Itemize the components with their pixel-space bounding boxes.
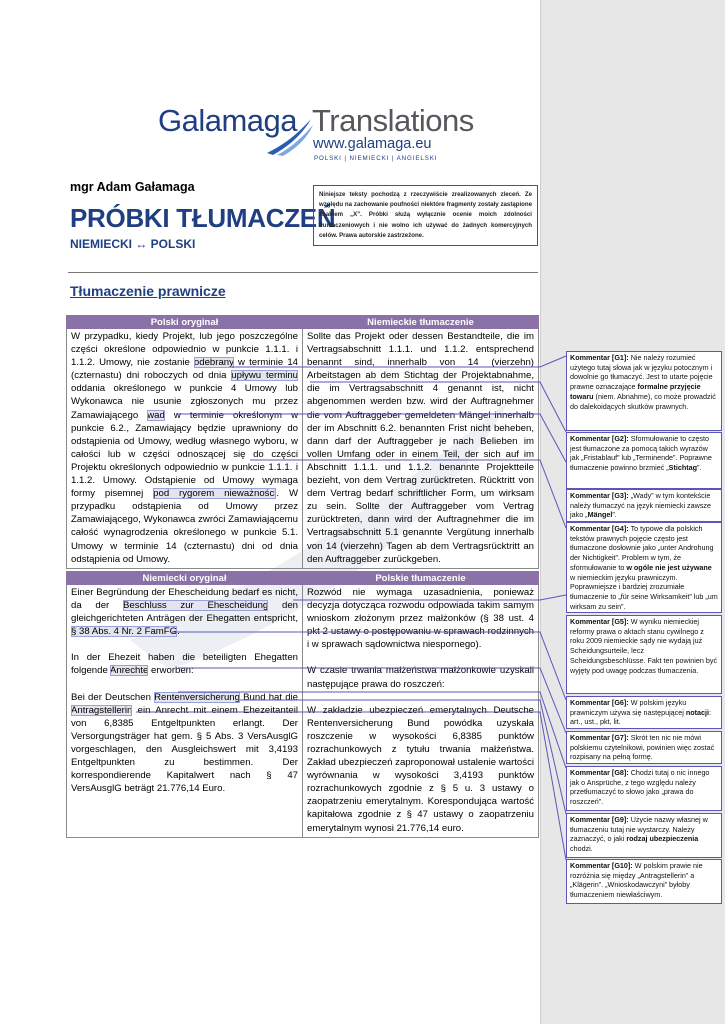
comment-g7[interactable]: Kommentar [G7]: Skrót ten nic nie mówi polskiemu czytelnikowi, powinien więc zostać rozpisany na pełną formę. [566,731,722,764]
highlight-anrechte[interactable]: Anrechte [109,665,149,677]
paragraph: Einer Begründung der Ehescheidung bedarf es nicht, da der Beschluss zur Ehescheidung den gleichgerichteten Anträgen der Ehegatten entspricht, § 38 Abs. 4 Nr. 2 FamFG. [71,587,298,638]
page-title: PRÓBKI TŁUMACZEŃ [70,203,336,233]
comment-g4[interactable]: Kommentar [G4]: To typowe dla polskich tekstów prawnych pojęcie często jest tłumaczone dosłownie jako „unter Androhung der Nichtigkeit”. Problem w tym, że sformułowanie to w ogóle nie jest używane w niemieckim języku prawniczym. Poprawniejsze i bardziej zrozumiałe tłumaczenie to „für seine Wirksamkeit” lub „um wirksam zu sein”. [566,522,722,613]
logo-brand: Galamaga [158,103,298,138]
german-original-text [67,585,303,838]
polish-translation-text [303,585,539,838]
highlight-famfg[interactable]: § 38 Abs. 4 Nr. 2 FamFG [71,626,178,638]
highlight-antragstellerin[interactable]: Antragstellerin [71,704,133,716]
paragraph: Bei der Deutschen Rentenversicherung Bund hat die Antragstellerin ein Anrecht mit einem Ehezeitanteil von 6,8385 Entgeltpunkten erlangt. Der Versorgungsträger hat gem. § 5 Abs. 3 VersAusglG vorgeschlagen, den Ausgleichswert mit 3,4193 Entgeltpunkten zu bestimmen. Der korrespondierende Kapitalwert nach § 47 VersAusglG beträgt 21.776,14 Euro. [71,691,299,795]
highlight-odebrany[interactable]: odebrany [193,357,234,369]
logo-url: www.galamaga.eu [313,136,432,152]
comment-g9[interactable]: Kommentar [G9]: Użycie nazwy własnej w tłumaczeniu tutaj nie wystarczy. Należy zaznaczyć, o jaki rodzaj ubezpieczenia chodzi. [566,813,722,858]
logo-product: Translations [312,103,474,138]
highlight-pod-rygorem[interactable]: pod rygorem nieważności [153,488,277,500]
polish-original-text: W przypadku, kiedy Projekt, lub jego poszczególne części określone odpowiednio w punkcie 1.1.1. i 1.1.2. Umowy, nie zostanie odebrany w terminie 14 (czternastu) dni roboczych od dnia upływu terminu oddania określonego w punkcie 4 Umowy lub Wykonawca nie usunie zgłoszonych mu przez Zamawiającego wad w terminie określonym w punkcie 6.2., Zamawiający będzie uprawniony do odstąpienia od Umowy, według własnego wyboru, w całości lub w części odnoszącej się do części Projektu określonych odpowiednio w punkcie 1.1.1. i 1.1.2. Umowy. Odstąpienie od Umowy wymaga formy pisemnej pod rygorem nieważności. W przypadku odstąpienia od Umowy przez Zamawiającego, Wykonawca zwróci Zamawiającemu całość wynagrodzenia określonego w punkcie 5.1. Umowy w terminie 14 (czternastu) dni od dnia odstąpienia od Umowy. [67,329,303,569]
comment-g10[interactable]: Kommentar [G10]: W polskim prawie nie rozróżnia się między „Antragstellerin” a „Klägerin”. „Wnioskodawczyni” byłoby tłumaczeniem niewłaściwym. [566,859,722,904]
comment-g3[interactable]: Kommentar [G3]: „Wady” w tym kontekście należy tłumaczyć na język niemiecki zawsze jako „Mängel”. [566,489,722,522]
paragraph: In der Ehezeit haben die beteiligten Ehegatten folgende Anrechte erworben: [71,652,298,677]
page-subtitle: NIEMIECKI ↔ POLSKI [70,237,196,251]
legal-translation-table [66,315,539,569]
copyright-notice: Niniejsze teksty pochodzą z rzeczywiście zrealizowanych zleceń. Ze względu na zachowanie poufności niektóre fragmenty zostały zastąpione znakiem „X”. Próbki służą wyłącznie ocenie moich zdolności tłumaczeniowych i nie wolno ich używać do żadnych komercyjnych celów. Prawa autorskie zastrzeżone. [313,185,538,246]
comment-g5[interactable]: Kommentar [G5]: W wyniku niemieckiej reformy prawa o aktach stanu cywilnego z roku 2009 niemieckie sądy nie wydają już Scheidungsurteile, lecz Scheidungsbeschlüsse. Fakt ten powinien być wyjęty pod uwagę podczas tłumaczenia. [566,615,722,694]
section-title: Tłumaczenie prawnicze [70,283,226,299]
comment-g6[interactable]: Kommentar [G6]: W polskim języku prawniczym używa się następującej notacji: art., ust., pkt, lit. [566,696,722,729]
legal-translation-table-2 [66,571,539,838]
column-header-german-translation: Niemieckie tłumaczenie [303,316,539,329]
divider [68,272,538,273]
column-header-polish-original: Polski oryginał [67,316,303,329]
highlight-uplywu-terminu[interactable]: upływu terminu [231,370,298,382]
paragraph: W zakładzie ubezpieczeń emerytalnych Deutsche Rentenversicherung Bund powódka uzyskała roszczenie w wysokości 6,8385 punktów rozrachunkowych z tytułu trwania małżeństwa. Zakład ubezpieczeń zaproponował ustalenie wartości wyrównania w wysokości 3,4193 punktów rozrachunkowych zgodnie z § 5 u. 3 ustawy o zaopatrzeniu emerytalnym. Korespondująca wartość kapitałowa zgodnie z § 47 ustawy o zaopatrzeniu emerytalnym wynosi 21.776,14 euro. [307,704,534,834]
comment-g8[interactable]: Kommentar [G8]: Chodzi tutaj o nic innego jak o Ansprüche, z tego względu należy przetłumaczyć to słowo jako „prawa do roszczeń”. [566,766,722,811]
comment-g1[interactable]: Kommentar [G1]: Nie należy rozumieć użytego tutaj słowa jak w języku potocznym i dowolnie go tłumaczyć. Jest to utarte pojęcie prawne oznaczające formalne przyjęcie towaru (niem. Abnahme), co może prowadzić do dalekoidących skutków prawnych. [566,351,722,431]
paragraph: Rozwód nie wymaga uzasadnienia, ponieważ decyzja dotycząca rozwodu odpowiada takim samym wnioskom złożonym przez małżonków (§ 38 ust. 4 pkt 2 ustawy o postępowaniu w sprawach rodzinnych i w sprawach sądownictwa niespornego). [307,587,534,651]
comment-g2[interactable]: Kommentar [G2]: Sformułowanie to często jest tłumaczone za pomocą takich wyrazów jak „Fristablauf” lub „Terminende”. Poprawne tłumaczenie powinno brzmieć „Stichtag”. [566,432,722,489]
highlight-wad[interactable]: wad [147,409,165,421]
german-translation-text: Sollte das Projekt oder dessen Bestandteile, die im Vertragsabschnitt 1.1.1. und 1.1.2. entsprechend benannt sind, innerhalb von 14 (vierzehn) Arbeitstagen ab dem Stichtag der Projektabnahme, die im Vertragsabschnitt 4 genannt ist, nicht abgenommen werden bzw. wird der Auftragnehmer die vom Auftraggeber gemeldeten Mängel innerhalb der im Abschnitt 6.2. benannten Frist nicht beheben, dann darf der Auftraggeber je nach Belieben im vollen Umfang oder in einem Teil, der sich auf im Abschnitt 1.1.1. und 1.1.2. benannte Projektteile bezieht, von dem Vertrag zurücktreten. Rücktritt von dem Vertrag bedarf schriftlicher Form, um wirksam zu sein. Sollte der Auftraggeber vom Vertrag zurücktreten, dann wird der Auftragnehmer die im Vertragsabschnitt 5.1 genannte Vergütung innerhalb von 14 (vierzehn) Tagen ab dem Vertragsrücktritt an den Auftraggeber zurückgeben. [303,329,539,569]
column-header-german-original: Niemiecki oryginał [67,572,303,585]
column-header-polish-translation: Polskie tłumaczenie [303,572,539,585]
highlight-beschluss[interactable]: Beschluss zur Ehescheidung [122,600,269,612]
author-name: mgr Adam Gałamaga [70,180,195,194]
highlight-rentenversicherung[interactable]: Rentenversicherung [154,691,240,703]
paragraph: W czasie trwania małżeństwa małżonkowie uzyskali następujące prawa do roszczeń: [307,665,534,690]
logo-languages: POLSKI | NIEMIECKI | ANGIELSKI [314,155,438,162]
